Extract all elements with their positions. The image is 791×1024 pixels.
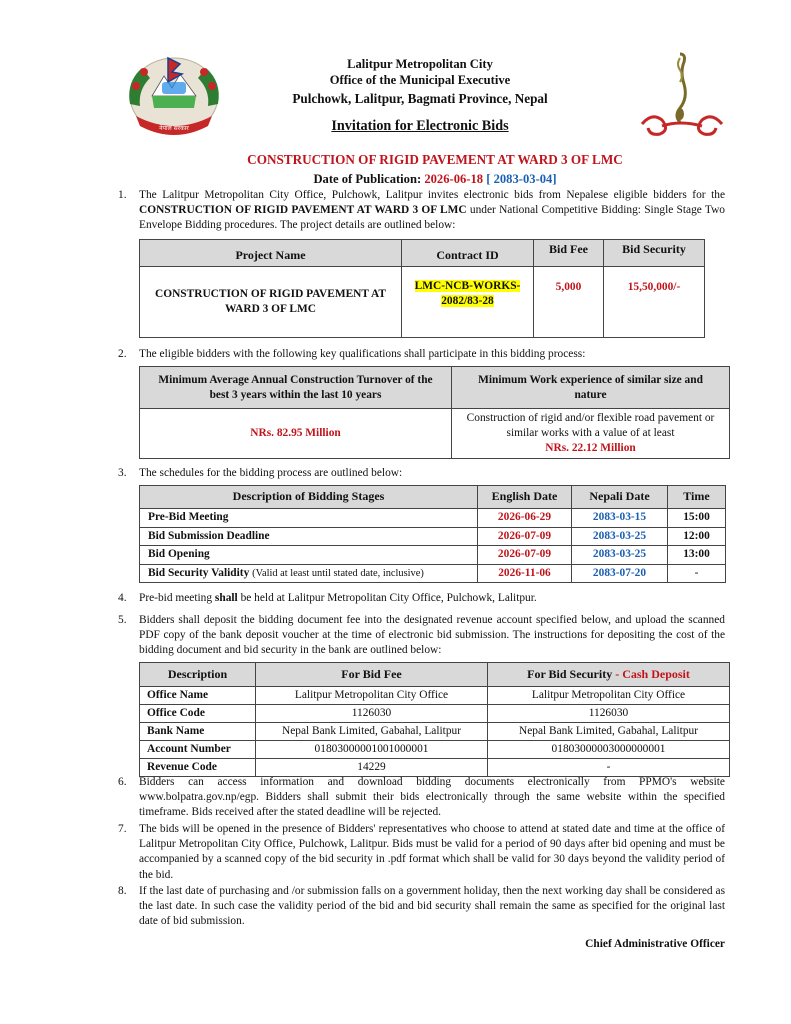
paragraph-bold-text: CONSTRUCTION OF RIGID PAVEMENT AT WARD 3 OF LMC	[139, 204, 467, 217]
bid-security-value: Lalitpur Metropolitan City Office	[488, 687, 730, 705]
stage-name: Bid Security Validity	[148, 566, 250, 579]
paragraph-text: The schedules for the bidding process are outlined below:	[139, 467, 403, 479]
paragraph-number: 4.	[118, 592, 127, 604]
stage-cell	[140, 564, 478, 583]
turnover-cell: NRs. 82.95 Million	[140, 409, 452, 459]
paragraph-text: The Lalitpur Metropolitan City Office, Pulchowk, Lalitpur invites electronic bids from Nepalese eligible bidders for the	[139, 189, 725, 201]
table-header: For Bid Fee	[256, 663, 488, 687]
table-header: Project Name	[140, 240, 402, 267]
time-cell: 13:00	[668, 546, 726, 565]
experience-value: NRs. 22.12 Million	[545, 442, 636, 454]
bid-security-value: -	[488, 759, 730, 777]
table-header: Bid Fee	[534, 240, 604, 267]
experience-cell	[452, 409, 730, 459]
paragraph-3	[118, 466, 725, 481]
stage-cell: Bid Opening	[140, 546, 478, 565]
office-address: Pulchowk, Lalitpur, Bagmati Province, Nepal	[292, 91, 548, 106]
paragraph-text: be held at Lalitpur Metropolitan City Office, Pulchowk, Lalitpur.	[237, 592, 537, 604]
bid-fee-value: 14229	[256, 759, 488, 777]
table-header: Description	[140, 663, 256, 687]
bid-fee-value: Lalitpur Metropolitan City Office	[256, 687, 488, 705]
nepali-date-cell: 2083-03-25	[572, 546, 668, 565]
time-cell: 15:00	[668, 509, 726, 528]
table-header: Nepali Date	[572, 486, 668, 509]
table-header: Contract ID	[402, 240, 534, 267]
bid-security-cell: 15,50,000/-	[604, 267, 705, 338]
paragraph-number: 5.	[118, 614, 127, 626]
paragraph-number: 1.	[118, 189, 127, 201]
contract-id-line: 2082/83-28	[441, 294, 494, 307]
paragraph-6	[118, 775, 725, 821]
bid-fee-value: 1126030	[256, 705, 488, 723]
table-row	[140, 741, 730, 759]
row-label: Revenue Code	[140, 759, 256, 777]
english-date-cell: 2026-07-09	[478, 546, 572, 565]
paragraph-text: If the last date of purchasing and /or submission falls on a government holiday, then the next working day shall be considered as the last date. In such case the validity period of the bid and bid security shall remain the same as specified for the original last date of bid submission.	[139, 885, 725, 928]
table-row	[140, 546, 726, 565]
nepali-date-cell: 2083-07-20	[572, 564, 668, 583]
project-details-table	[139, 239, 705, 338]
table-header: Minimum Average Annual Construction Turnover of the best 3 years within the last 10 years	[140, 367, 452, 409]
paragraph-text: Bidders shall deposit the bidding document fee into the designated revenue account specified below, and upload the scanned PDF copy of the bank deposit voucher at the time of electronic bid submission. The instructions for depositing the cost of the bidding document and bid security in the bank are outlined below:	[139, 614, 725, 657]
table-row	[140, 527, 726, 546]
paragraph-text: under National Competitive Bidding: Single Stage Two Envelope Bidding procedures. The project details are outlined below:	[139, 204, 725, 232]
table-row	[140, 564, 726, 583]
emblem-banner-text: नेपाल सरकार	[159, 125, 189, 132]
paragraph-1	[118, 188, 725, 234]
table-header: Minimum Work experience of similar size and nature	[452, 367, 730, 409]
paragraph-text: Bidders can access information and download bidding documents electronically from PPMO's website www.bolpatra.gov.np/egp. Bidders shall submit their bids electronically through the same website within the specified timeframe. Bids received after the stated deadline will be rejected.	[139, 776, 725, 819]
contract-id-cell	[402, 267, 534, 338]
bid-fee-value: Nepal Bank Limited, Gabahal, Lalitpur	[256, 723, 488, 741]
table-header: Bid Security	[604, 240, 705, 267]
nepali-date-cell: 2083-03-15	[572, 509, 668, 528]
paragraph-text: Pre-bid meeting	[139, 592, 215, 604]
table-row	[140, 509, 726, 528]
stage-cell: Bid Submission Deadline	[140, 527, 478, 546]
row-label: Bank Name	[140, 723, 256, 741]
bid-security-value: Nepal Bank Limited, Gabahal, Lalitpur	[488, 723, 730, 741]
paragraph-text: The eligible bidders with the following key qualifications shall participate in this bidding process:	[139, 348, 586, 360]
qualifications-table	[139, 366, 730, 459]
paragraph-number: 8.	[118, 885, 127, 897]
contract-id-line: LMC-NCB-WORKS-	[414, 280, 521, 292]
table-header-text: For Bid Security	[527, 666, 613, 681]
experience-text: Construction of rigid and/or flexible road pavement or similar works with a value of at least	[466, 412, 715, 439]
schedule-table	[139, 485, 726, 583]
paragraph-number: 6.	[118, 776, 127, 788]
paragraph-8	[118, 884, 725, 930]
paragraph-number: 2.	[118, 348, 127, 360]
municipality-logo-icon	[640, 50, 724, 142]
english-date-cell: 2026-07-09	[478, 527, 572, 546]
paragraph-7	[118, 822, 725, 883]
office-city-name: Lalitpur Metropolitan City	[347, 57, 493, 71]
table-row	[140, 723, 730, 741]
nepal-emblem-icon	[122, 52, 226, 140]
bid-security-value: 1126030	[488, 705, 730, 723]
paragraph-bold-text: shall	[214, 592, 238, 604]
paragraph-2	[118, 347, 725, 362]
table-header	[488, 663, 730, 687]
stage-cell: Pre-Bid Meeting	[140, 509, 478, 528]
publication-date: Date of Publication: 2026-06-18 [ 2083-03-04]	[313, 172, 557, 186]
deposit-instructions-table	[139, 662, 730, 777]
table-row	[140, 705, 730, 723]
stage-note: (Valid at least until stated date, inclusive)	[252, 567, 424, 579]
row-label: Account Number	[140, 741, 256, 759]
table-header-suffix: - Cash Deposit	[612, 666, 690, 681]
bid-fee-cell: 5,000	[534, 267, 604, 338]
project-name-cell: CONSTRUCTION OF RIGID PAVEMENT AT WARD 3 OF LMC	[140, 267, 402, 338]
table-row	[140, 687, 730, 705]
paragraph-text: The bids will be opened in the presence of Bidders' representatives who choose to attend at stated date and time at the office of Lalitpur Metropolitan City Office, Pulchowk, Lalitpur. Bids must be valid for a period of 90 days after bid opening and must be accompanied by a scanned copy of the bid security in .pdf format which shall be valid for 30 days beyond the validity period of the bid.	[139, 823, 725, 881]
bid-fee-value: 01803000001001000001	[256, 741, 488, 759]
time-cell: -	[668, 564, 726, 583]
time-cell: 12:00	[668, 527, 726, 546]
bid-security-value: 01803000003000000001	[488, 741, 730, 759]
english-date-cell: 2026-11-06	[478, 564, 572, 583]
paragraph-4	[118, 591, 725, 606]
publication-date-en: 2026-06-18	[424, 172, 484, 186]
signature-title: Chief Administrative Officer	[585, 938, 725, 950]
office-name: Office of the Municipal Executive	[329, 73, 511, 87]
table-header: Time	[668, 486, 726, 509]
notice-title: Invitation for Electronic Bids	[331, 118, 509, 134]
nepali-date-cell: 2083-03-25	[572, 527, 668, 546]
project-title: CONSTRUCTION OF RIGID PAVEMENT AT WARD 3 OF LMC	[247, 152, 623, 167]
publication-date-np: [ 2083-03-04]	[486, 172, 557, 186]
publication-date-label: Date of Publication	[313, 172, 417, 186]
row-label: Office Code	[140, 705, 256, 723]
paragraph-number: 3.	[118, 467, 127, 479]
paragraph-number: 7.	[118, 823, 127, 835]
table-row	[140, 759, 730, 777]
table-header: Description of Bidding Stages	[140, 486, 478, 509]
english-date-cell: 2026-06-29	[478, 509, 572, 528]
row-label: Office Name	[140, 687, 256, 705]
table-header: English Date	[478, 486, 572, 509]
paragraph-5	[118, 613, 725, 659]
